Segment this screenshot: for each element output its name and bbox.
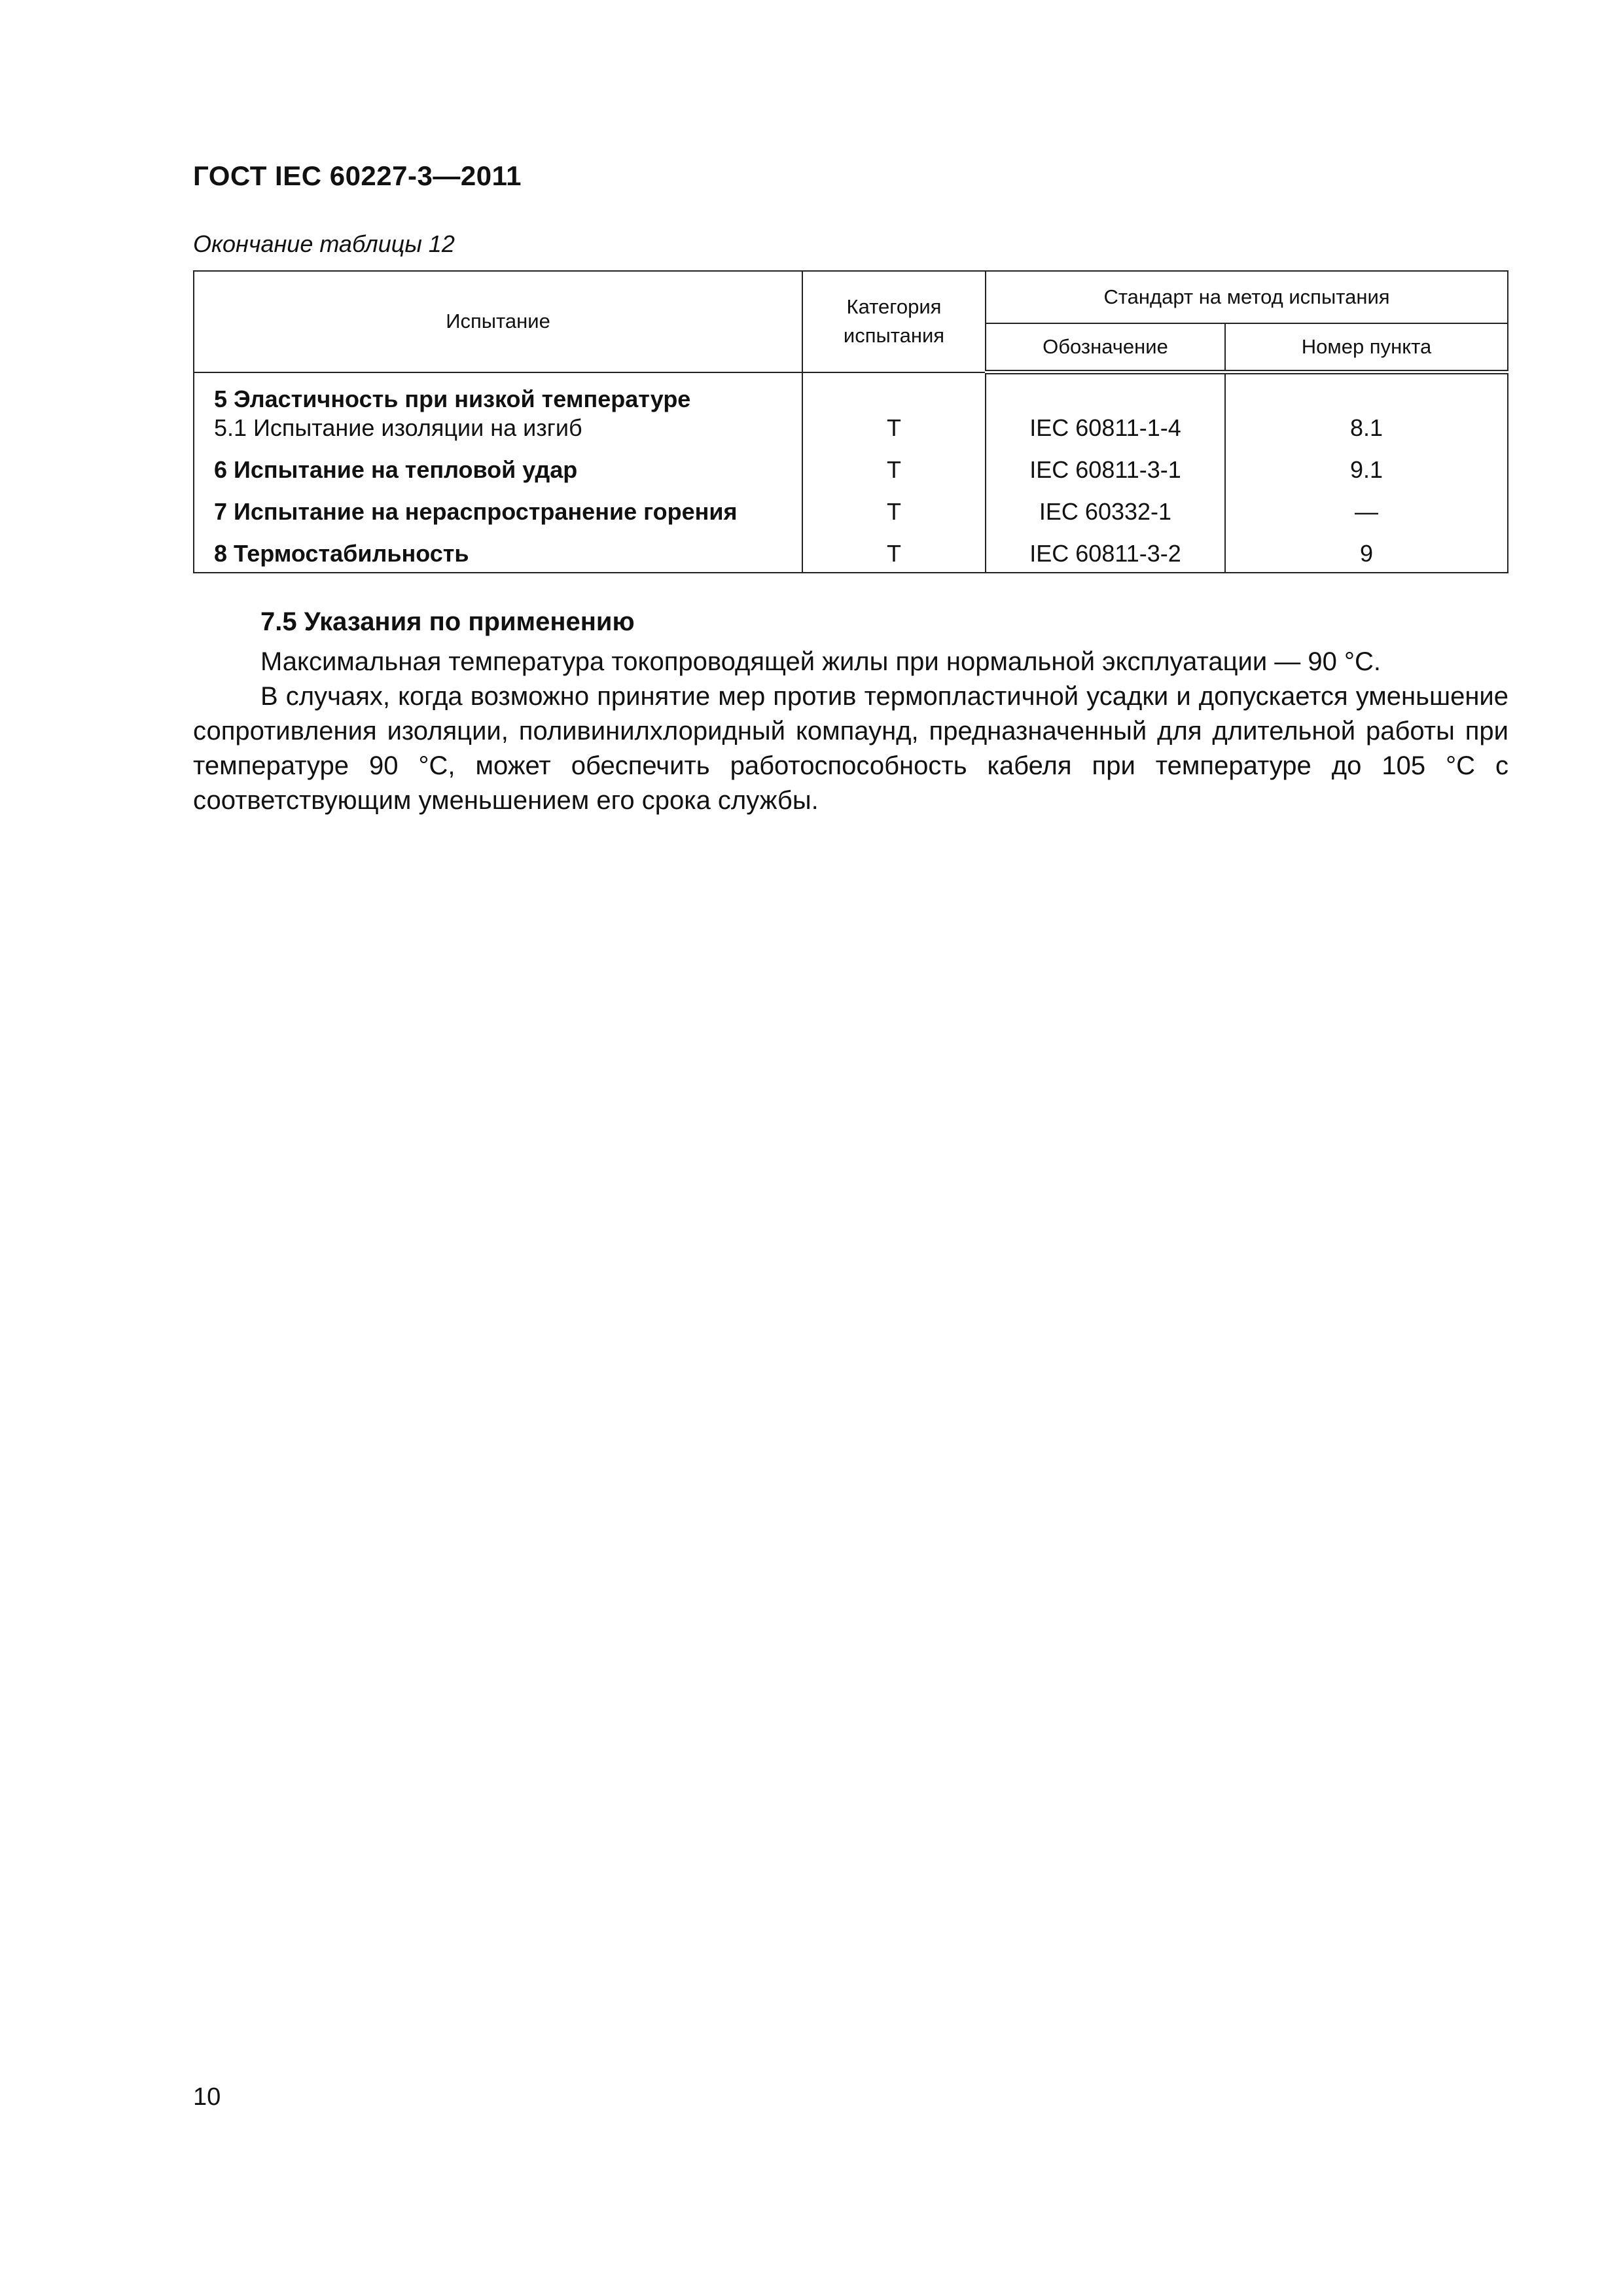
category-cell [802, 372, 986, 446]
header-test: Испытание [194, 271, 802, 372]
clause-cell [1225, 372, 1508, 446]
clause-value: 9.1 [1349, 456, 1383, 483]
designation-cell [986, 488, 1225, 530]
category-cell [802, 446, 986, 488]
test-name: 7 Испытание на нераспространение горения [214, 497, 738, 525]
test-name-cell [194, 446, 802, 488]
designation-value: IEC 60811-3-2 [1029, 539, 1181, 567]
paragraph: В случаях, когда возможно принятие мер против термопластичной усадки и допускается уменьшение сопротивления изоляции, поливинилхлоридный компаунд, предназначенный для длительной работы при температуре 90 °С, может обеспечить работоспособность кабеля при температуре до 105 °С с соответствующим уменьшением его срока службы. [193, 682, 1508, 815]
page-number: 10 [193, 2083, 221, 2111]
category-value: Т [887, 414, 901, 441]
table-row [194, 488, 1508, 530]
test-name-cell [194, 372, 802, 446]
clause-value: 8.1 [1349, 414, 1383, 441]
table-row [194, 372, 1508, 446]
category-cell [802, 530, 986, 573]
category-value: Т [887, 456, 901, 483]
header-category: Категория испытания [802, 271, 986, 372]
clause-value: 9 [1359, 539, 1374, 567]
test-name-cell [194, 530, 802, 573]
clause-cell [1225, 488, 1508, 530]
designation-value: IEC 60811-3-1 [1029, 456, 1181, 483]
clause-cell [1225, 446, 1508, 488]
test-name: 6 Испытание на тепловой удар [214, 456, 578, 483]
section-title: 7.5 Указания по применению [260, 607, 635, 636]
test-table [193, 270, 1508, 573]
header-designation: Обозначение [986, 323, 1225, 372]
table-row [194, 446, 1508, 488]
designation-value: IEC 60332-1 [1039, 497, 1172, 525]
table-row [194, 530, 1508, 573]
paragraph: Максимальная температура токопроводящей жилы при нормальной эксплуатации — 90 °С. [260, 647, 1381, 676]
designation-value: IEC 60811-1-4 [1029, 414, 1181, 441]
header-standard: Стандарт на метод испытания [986, 271, 1508, 323]
test-name: 5.1 Испытание изоляции на изгиб [214, 414, 582, 441]
clause-cell [1225, 530, 1508, 573]
document-header-code: ГОСТ IEC 60227-3—2011 [193, 160, 522, 191]
designation-cell [986, 530, 1225, 573]
clause-value: — [1355, 497, 1378, 525]
designation-cell [986, 372, 1225, 446]
test-name: 8 Термостабильность [214, 539, 469, 567]
designation-cell [986, 446, 1225, 488]
test-name-cell [194, 488, 802, 530]
category-value: Т [887, 497, 901, 525]
category-value: Т [887, 539, 901, 567]
table-caption: Окончание таблицы 12 [193, 230, 455, 257]
category-cell [802, 488, 986, 530]
test-group-title: 5 Эластичность при низкой температуре [214, 385, 691, 412]
header-clause: Номер пункта [1225, 323, 1508, 372]
